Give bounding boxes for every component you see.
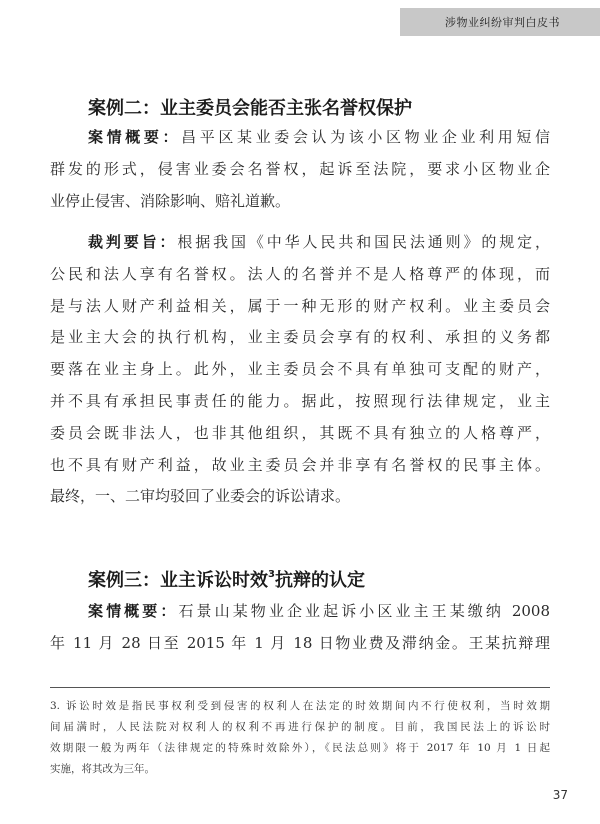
case2-summary-line: 业停止侵害、消除影响、赔礼道歉。 — [50, 191, 291, 210]
case2-ruling-line: 最终，一、二审均驳回了业委会的诉讼请求。 — [50, 487, 351, 506]
case2-ruling-line: 委员会既非法人，也非其他组织，其既不具有独立的人格尊严， — [50, 423, 550, 442]
case2-ruling-line: 并不具有承担民事责任的能力。据此，按照现行法律规定，业主 — [50, 391, 550, 410]
case2-summary — [50, 122, 550, 217]
case2-ruling-line: 是业主大会的执行机构，业主委员会享有的权利、承担的义务都 — [50, 328, 550, 347]
running-header — [0, 8, 600, 36]
case2-ruling — [50, 227, 550, 513]
case2-ruling-line: 是与法人财产利益相关，属于一种无形的财产权利。业主委员会 — [50, 296, 550, 315]
case2-ruling-label: 裁判要旨： — [88, 233, 178, 251]
case2-ruling-line: 要落在业主身上。此外，业主委员会不具有单独可支配的财产， — [50, 360, 550, 379]
case3-summary — [50, 596, 550, 660]
footnote-divider — [50, 687, 550, 688]
case3-summary-label: 案情概要： — [88, 602, 179, 620]
footnote-line: 间届满时，人民法院对权利人的权利不再进行保护的制度。目前，我国民法上的诉讼时 — [50, 721, 550, 733]
footnote-line: 3. 诉讼时效是指民事权利受到侵害的权利人在法定的时效期间内不行使权利，当时效期 — [50, 700, 550, 712]
page-number: 37 — [552, 788, 568, 802]
case2-summary-line: 案情概要：昌平区某业委会认为该小区物业企业利用短信 — [88, 128, 550, 146]
case2-ruling-line: 裁判要旨：根据我国《中华人民共和国民法通则》的规定， — [88, 233, 550, 251]
running-title: 涉物业纠纷审判白皮书 — [445, 16, 560, 29]
case2-title: 案例二：业主委员会能否主张名誉权保护 — [88, 98, 412, 119]
footnote-line: 实施，将其改为三年。 — [50, 763, 155, 775]
footnote-marker: 3 — [268, 569, 275, 580]
case3-summary-line: 案情概要：石景山某物业企业起诉小区业主王某缴纳 2008 — [88, 602, 550, 620]
footnote — [50, 696, 550, 780]
case2-summary-label: 案情概要： — [88, 128, 182, 146]
footnote-line: 效期限一般为两年（法律规定的特殊时效除外），《民法总则》将于 2017 年 10 月 1 日起 — [50, 742, 550, 754]
case3-title: 案例三：业主诉讼时效$^3$抗辩的认定 — [88, 569, 365, 591]
case3-summary-line: 年 11 月 28 日至 2015 年 1 月 18 日物业费及滞纳金。王某抗辩理 — [50, 633, 550, 652]
case2-ruling-line: 公民和法人享有名誉权。法人的名誉并不是人格尊严的体现，而 — [50, 264, 550, 283]
case2-summary-line: 群发的形式，侵害业委会名誉权，起诉至法院，要求小区物业企 — [50, 159, 550, 178]
case2-ruling-line: 也不具有财产利益，故业主委员会并非享有名誉权的民事主体。 — [50, 455, 550, 474]
